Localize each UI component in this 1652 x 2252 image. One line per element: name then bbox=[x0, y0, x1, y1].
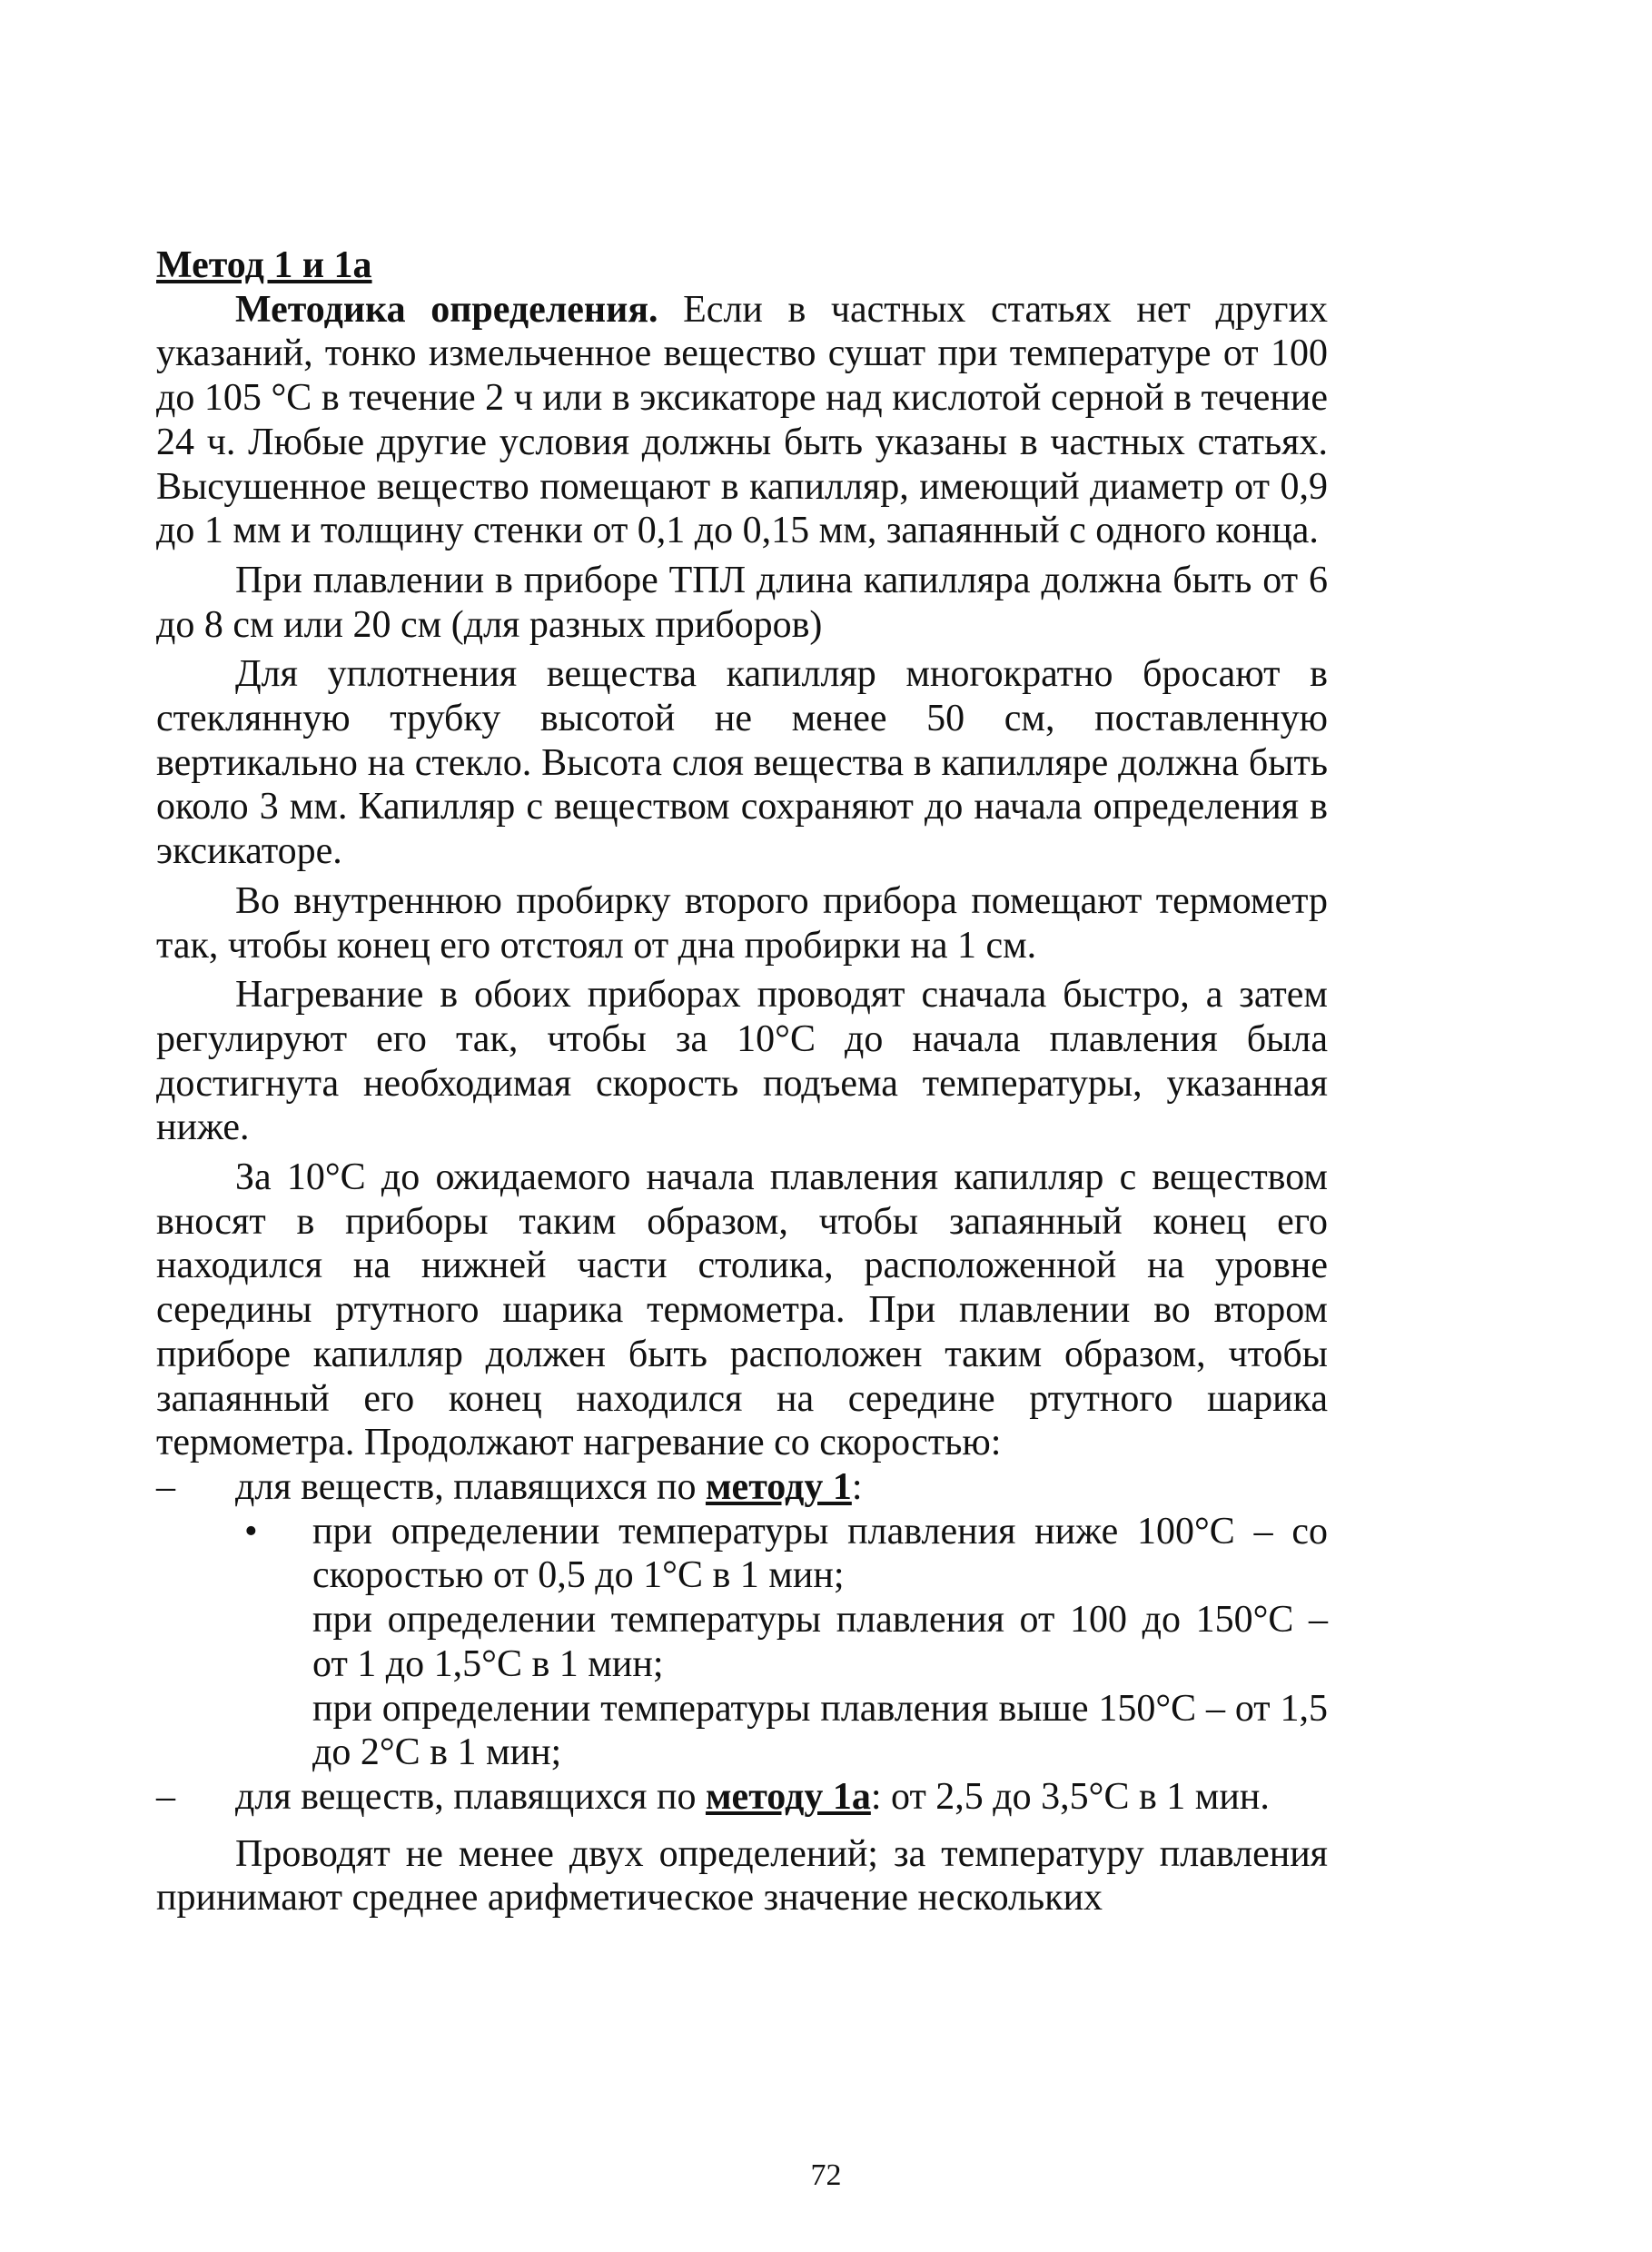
method-text: Если в частных статьях нет других указаний, тонко измельченное вещество сушат при температуре от 100 до 105 °С в течение 2 ч или в эксикаторе над кислотой серной в течение 24 ч. Любые другие условия должны быть указаны в частных статьях. Высушенное вещество помещают в капилляр, имеющий диаметр от 0,9 до 1 мм и толщину стенки от 0,1 до 0,15 мм, запаянный с одного конца. bbox=[156, 288, 1328, 552]
list-item-method-1a: – для веществ, плавящихся по методу 1а: от 2,5 до 3,5°С в 1 мин. bbox=[156, 1775, 1270, 1818]
bullet-marker: • bbox=[244, 1510, 258, 1553]
page-number: 72 bbox=[810, 2158, 842, 2192]
paragraph-insertion: За 10°С до ожидаемого начала плавления капилляр с веществом вносят в приборы таким образом, чтобы запаянный конец его находился на нижней части столика, расположенной на уровне середины ртутного шарика термометра. При плавлении во втором приборе капилляр должен быть расположен таким образом, чтобы запаянный его конец находился на середине ртутного шарика термометра. Продолжают нагревание со скоростью: bbox=[156, 1156, 1328, 1464]
sub-item-below-100: • при определении температуры плавления ниже 100°С – со скоростью от 0,5 до 1°С в 1 мин; bbox=[244, 1510, 1328, 1597]
list-item-method-1: – для веществ, плавящихся по методу 1: bbox=[156, 1465, 863, 1508]
method-lead: Методика определения. bbox=[235, 288, 658, 331]
sub-item-100-150: при определении температуры плавления от 100 до 150°С – от 1 до 1,5°С в 1 мин; bbox=[312, 1599, 1328, 1685]
dash-marker: – bbox=[156, 1465, 175, 1508]
paragraph-heating: Нагревание в обоих приборах проводят сначала быстро, а затем регулируют его так, чтобы за 10°С до начала плавления была достигнута необходимая скорость подъема температуры, указанная ниже. bbox=[156, 974, 1328, 1149]
paragraph-determinations: Проводят не менее двух определений; за температуру плавления принимают среднее арифметическое значение нескольких bbox=[156, 1832, 1328, 1920]
paragraph-capillary-length: При плавлении в приборе ТПЛ длина капилляра должна быть от 6 до 8 см или 20 см (для разных приборов) bbox=[156, 559, 1328, 646]
section-heading: Метод 1 и 1а bbox=[156, 244, 372, 286]
paragraph-thermometer: Во внутреннюю пробирку второго прибора помещают термометр так, чтобы конец его отстоял от дна пробирки на 1 см. bbox=[156, 879, 1328, 967]
page-body bbox=[156, 243, 1328, 1920]
method-1-link: методу 1 bbox=[705, 1465, 852, 1508]
paragraph-method bbox=[156, 288, 1328, 553]
dash-marker: – bbox=[156, 1775, 175, 1818]
method-1a-link: методу 1а bbox=[705, 1775, 871, 1818]
paragraph-compaction: Для уплотнения вещества капилляр многократно бросают в стеклянную трубку высотой не менее 50 см, поставленную вертикально на стекло. Высота слоя вещества в капилляре должна быть около 3 мм. Капилляр с веществом сохраняют до начала определения в эксикаторе. bbox=[156, 653, 1328, 873]
sub-item-above-150: при определении температуры плавления выше 150°С – от 1,5 до 2°С в 1 мин; bbox=[312, 1687, 1328, 1774]
